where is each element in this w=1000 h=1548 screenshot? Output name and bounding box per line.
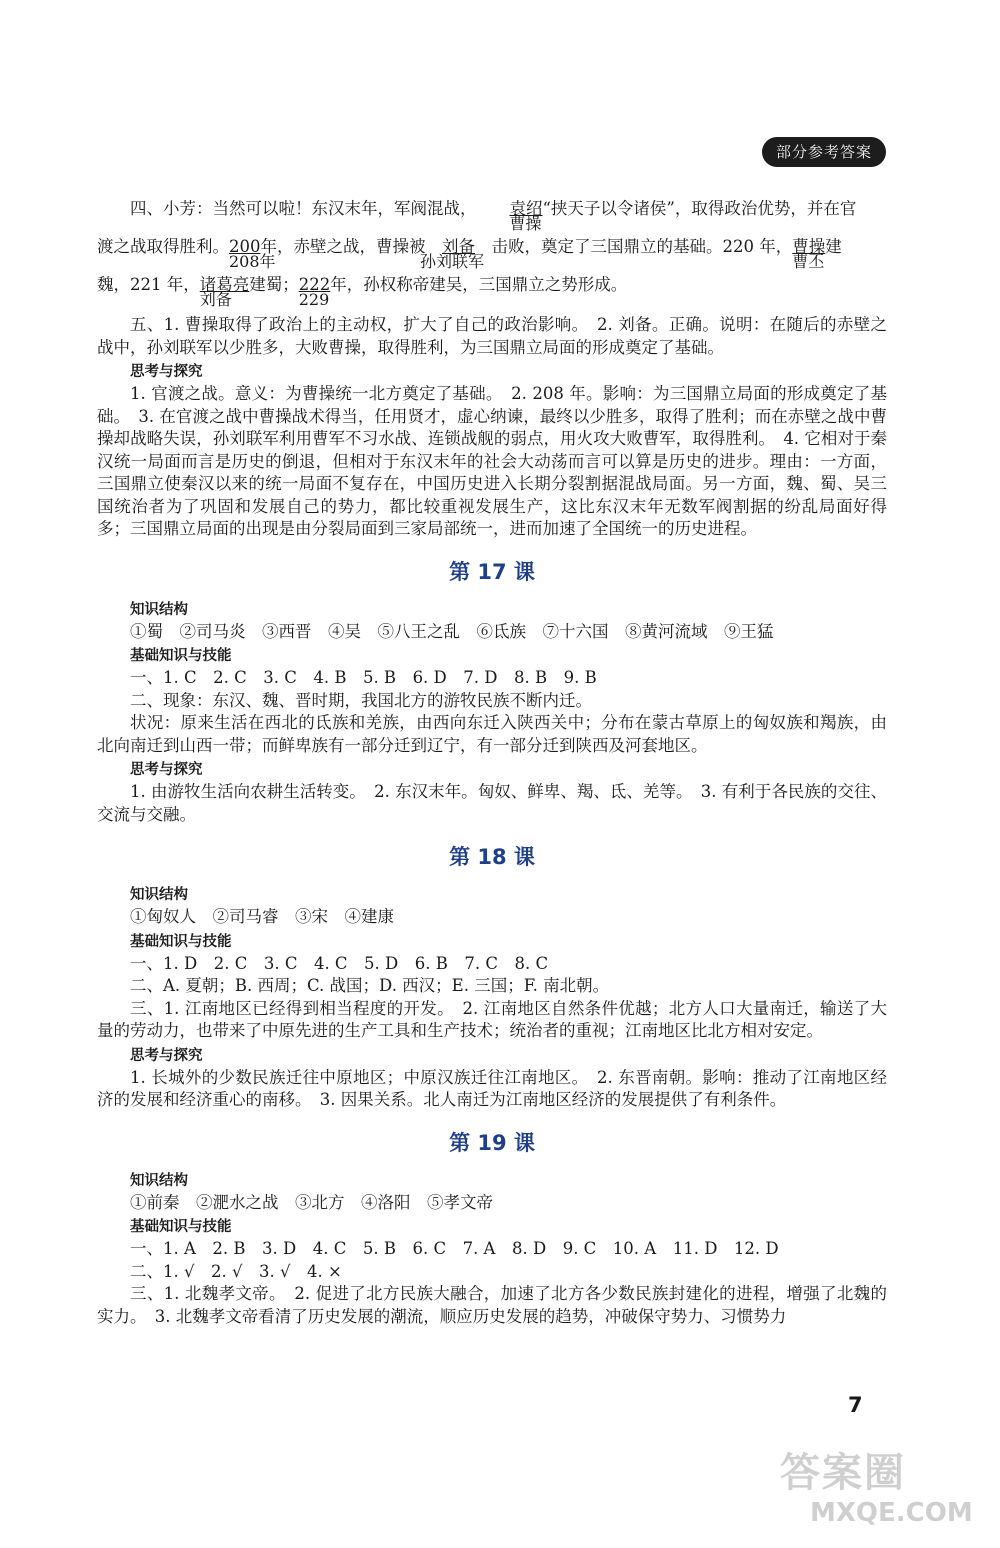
answer-four-line-1: 四、小芳：当然可以啦！东汉末年，军阀混战， 袁绍 曹操 “挟天子以令诸侯”，取得政治优势，并在官: [97, 190, 887, 228]
section-badge: 部分参考答案: [762, 137, 886, 167]
section-heading: 思考与探究: [130, 364, 203, 380]
section-heading: 知识结构: [130, 887, 188, 903]
correction: 孙刘联军: [420, 252, 485, 271]
knowledge-structure: ①蜀 ②司马炎 ③西晋 ④吴 ⑤八王之乱 ⑥氐族 ⑦十六国 ⑧黄河流域 ⑨王猛: [130, 621, 774, 641]
blank-word: 诸葛亮 刘备: [200, 266, 250, 304]
answer-line: 一、1. A 2. B 3. D 4. C 5. B 6. C 7. A 8. D 9. C 10. A 11. D 12. D: [130, 1239, 779, 1258]
section-heading: 基础知识与技能: [130, 933, 232, 950]
blank-word: 袁绍 曹操: [477, 190, 543, 228]
lesson-19-title: 第 19 课: [449, 1130, 535, 1155]
section-heading: 基础知识与技能: [130, 648, 232, 664]
page-content: [97, 190, 887, 1328]
answer-five: 五、1. 曹操取得了政治上的主动权，扩大了自己的政治影响。 2. 刘备。正确。说明：在随后的赤壁之战中，孙刘联军以少胜多，大败曹操，取得胜利，为三国鼎立局面的形成奠定了基础。: [97, 315, 887, 357]
blank-word: 曹操 曹丕: [792, 228, 825, 266]
think-answers: 1. 由游牧生活向农耕生活转变。 2. 东汉末年。匈奴、鲜卑、羯、氐、羌等。 3. 有利于各民族的交往、交流与交融。: [97, 782, 887, 824]
answer-line: 状况：原来生活在西北的氐族和羌族，由西向东迁入陕西关中；分布在蒙古草原上的匈奴族和羯族，由北向南迁到山西一带；而鲜卑族有一部分迁到辽宁，有一部分迁到陕西及河套地区。: [97, 713, 887, 755]
correction: 208年: [229, 252, 276, 271]
section-heading: 思考与探究: [130, 762, 203, 778]
answer-line: 二、A. 夏朝；B. 西周；C. 战国；D. 西汉；E. 三国；F. 南北朝。: [130, 976, 610, 995]
watermark-text: 答案圈: [780, 1450, 906, 1496]
blank-word: 200 208年: [229, 228, 261, 266]
section-heading: 基础知识与技能: [130, 1219, 232, 1235]
think-answers: 1. 官渡之战。意义：为曹操统一北方奠定了基础。 2. 208 年。影响：为三国鼎立局面的形成奠定了基础。 3. 在官渡之战中曹操战术得当，任用贤才，虚心纳谏，最终以少胜多，取得了胜利；而在赤壁之战中曹操却战略失误，孙刘联军利用曹军不习水战、连锁战舰的弱点，用火攻大败曹军，取得胜利。 4. 它相对于秦汉统一局面而言是历史的倒退，但相对于东汉末年的社会大动荡而言可以算是历史的进步。理由：一方面，三国鼎立使秦汉以来的统一局面不复存在，中国历史进入长期分裂割据混战局面。另一方面，魏、蜀、吴三国统治者为了巩固和发展自己的势力，都比较重视发展生产，这比东汉末年无数军阀割据的纷乱局面好得多；三国鼎立局面的出现是由分裂局面到三家局部统一，进而加速了全国统一的历史进程。: [97, 384, 887, 538]
answer-line: 三、1. 北魏孝文帝。 2. 促进了北方民族大融合，加速了北方各少数民族封建化的进程，增强了北魏的实力。 3. 北魏孝文帝看清了历史发展的潮流，顺应历史发展的趋势，冲破保守势力、习惯势力: [97, 1284, 887, 1326]
answer-four: [97, 190, 887, 309]
answer-line: 二、1. √ 2. √ 3. √ 4. ×: [130, 1261, 342, 1281]
answer-four-line-2: 渡之战取得胜利。200 208年 年，赤壁之战，曹操被 刘备 孙刘联军 击败，奠定了三国鼎立的基础。220 年，曹操 曹丕 建: [97, 228, 887, 266]
watermark-url: MXQE.COM: [810, 1498, 973, 1528]
section-heading: 知识结构: [130, 1172, 188, 1189]
knowledge-structure: ①前秦 ②淝水之战 ③北方 ④洛阳 ⑤孝文帝: [130, 1192, 493, 1212]
section-heading: 知识结构: [130, 601, 188, 618]
blank-word: 222 229: [299, 266, 331, 304]
answer-line: 二、现象：东汉、魏、晋时期，我国北方的游牧民族不断内迁。: [130, 690, 592, 710]
correction: 229: [298, 290, 330, 309]
think-answers: 1. 长城外的少数民族迁往中原地区；中原汉族迁往江南地区。 2. 东晋南朝。影响：推动了江南地区经济的发展和经济重心的南移。 3. 因果关系。北人南迁为江南地区经济的发展提供了有利条件。: [97, 1067, 887, 1109]
correction: 刘备: [199, 290, 232, 309]
lesson-18-title: 第 18 课: [449, 845, 535, 869]
knowledge-structure: ①匈奴人 ②司马睿 ③宋 ④建康: [130, 907, 394, 926]
blank-word: 刘备 孙刘联军: [442, 228, 475, 266]
lesson-17-title: 第 17 课: [449, 559, 535, 584]
section-heading: 思考与探究: [130, 1047, 203, 1064]
correction: 曹丕: [792, 252, 825, 271]
answer-line: 一、1. C 2. C 3. C 4. B 5. B 6. D 7. D 8. B 9. B: [130, 668, 597, 687]
answer-line: 一、1. D 2. C 3. C 4. C 5. D 6. B 7. C 8. C: [130, 953, 549, 973]
watermark-logo: [780, 1448, 980, 1528]
answer-four-line-3: 魏，221 年，诸葛亮 刘备 建蜀；222 229 年，孙权称帝建吴，三国鼎立之势形成。: [97, 266, 887, 304]
answer-line: 三、1. 江南地区已经得到相当程度的开发。 2. 江南地区自然条件优越；北方人口大量南迁，输送了大量的劳动力，也带来了中原先进的生产工具和生产技术；统治者的重视；江南地区比北方相对安定。: [97, 998, 887, 1040]
correction: 曹操: [509, 214, 542, 233]
page-number: 7: [848, 1393, 863, 1417]
